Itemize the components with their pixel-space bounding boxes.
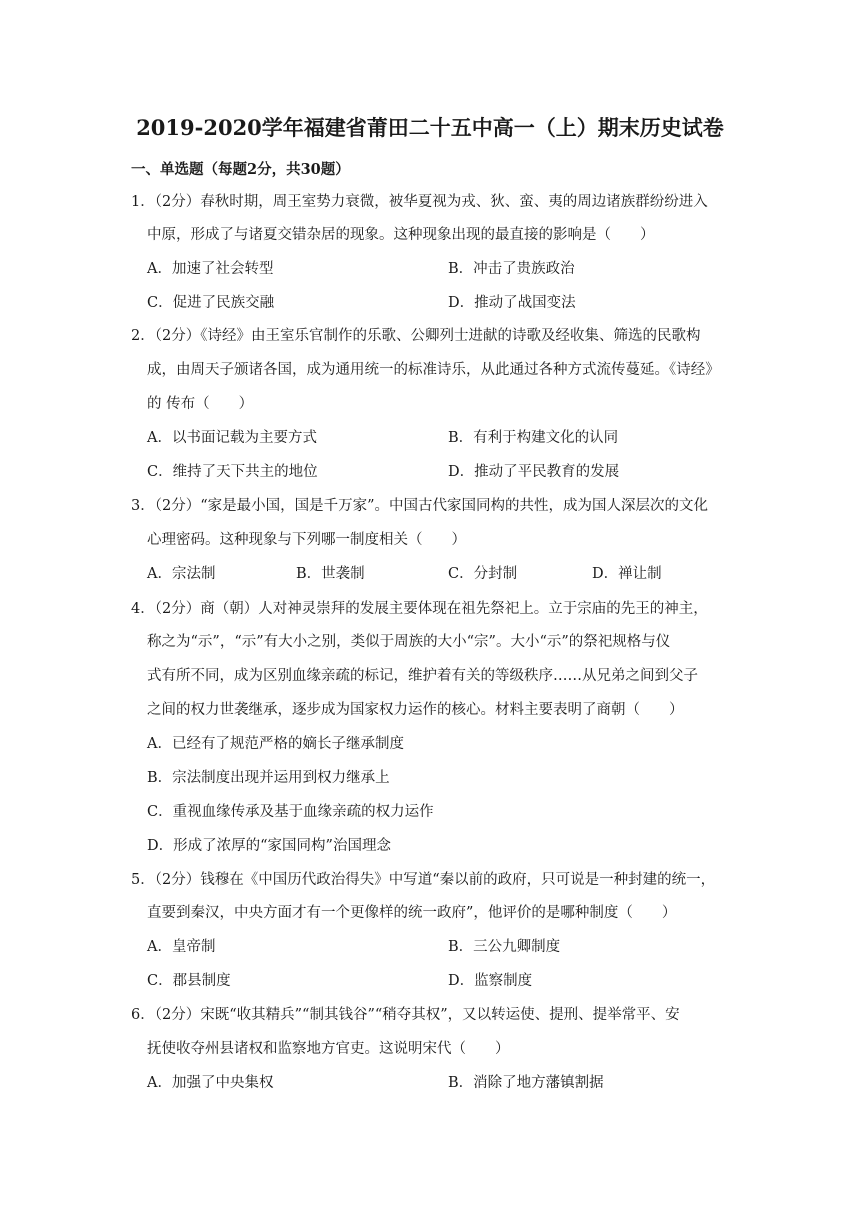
q4-option-c: C．重视血缘传承及基于血缘亲疏的权力运作 <box>147 804 434 820</box>
q4-line-1: 4．（2分）商（朝）人对神灵崇拜的发展主要体现在祖先祭祀上。立于宗庙的先王的神主， <box>131 601 708 617</box>
q1-option-d: D．推动了战国变法 <box>448 295 576 311</box>
q1-option-b: B．冲击了贵族政治 <box>448 261 575 277</box>
q4-option-d: D．形成了浓厚的“家国同构”治国理念 <box>147 838 391 854</box>
q4-line-3: 式有所不同，成为区别血缘亲疏的标记，维护着有关的等级秩序……从兄弟之间到父子 <box>147 668 698 684</box>
section-heading: 一、单选题（每题2分，共30题） <box>131 161 350 178</box>
q5-option-b: B．三公九卿制度 <box>448 939 561 955</box>
q4-line-4: 之间的权力世袭继承，逐步成为国家权力运作的核心。材料主要表明了商朝（ ） <box>147 702 684 718</box>
q6-line-1: 6．（2分）宋既“收其精兵”“制其钱谷”“稍夺其权”，又以转运使、提刑、提举常平、安 <box>131 1007 680 1023</box>
q5-option-c: C．郡县制度 <box>147 973 231 989</box>
q3-line-1: 3．（2分）“家是最小国，国是千万家”。中国古代家国同构的共性，成为国人深层次的文化 <box>131 498 709 514</box>
q5-option-a: A．皇帝制 <box>147 939 216 955</box>
q5-line-2: 直要到秦汉，中央方面才有一个更像样的统一政府”，他评价的是哪种制度（ ） <box>147 905 677 921</box>
q1-option-c: C．促进了民族交融 <box>147 295 275 311</box>
q2-option-a: A．以书面记载为主要方式 <box>147 430 317 446</box>
q3-option-a: A．宗法制 <box>147 566 216 582</box>
q2-line-1: 2．（2分）《诗经》由王室乐官制作的乐歌、公卿列士进献的诗歌及经收集、筛选的民歌构 <box>131 328 701 344</box>
q3-option-c: C．分封制 <box>448 566 518 582</box>
q6-option-a: A．加强了中央集权 <box>147 1075 274 1091</box>
q2-line-3: 的 传布（ ） <box>147 396 254 412</box>
q2-option-d: D．推动了平民教育的发展 <box>448 464 620 480</box>
q4-option-a: A．已经有了规范严格的嫡长子继承制度 <box>147 736 404 752</box>
q4-line-2: 称之为“示”，“示”有大小之别，类似于周族的大小“宗”。大小“示”的祭祀规格与仪 <box>147 634 671 650</box>
q1-option-a: A．加速了社会转型 <box>147 261 274 277</box>
q1-line-2: 中原，形成了与诸夏交错杂居的现象。这种现象出现的最直接的影响是（ ） <box>147 227 655 243</box>
q3-option-b: B．世袭制 <box>296 566 365 582</box>
q5-line-1: 5．（2分）钱穆在《中国历代政治得失》中写道“秦以前的政府，只可说是一种封建的统一， <box>131 872 716 888</box>
q2-option-b: B．有利于构建文化的认同 <box>448 430 619 446</box>
q4-option-b: B．宗法制度出现并运用到权力继承上 <box>147 770 390 786</box>
q3-option-d: D．禅让制 <box>592 566 662 582</box>
exam-title: 2019-2020学年福建省莆田二十五中高一（上）期末历史试卷 <box>136 115 724 140</box>
q2-line-2: 成，由周天子颁诸各国，成为通用统一的标准诗乐，从此通过各种方式流传蔓延。《诗经》 <box>147 362 720 378</box>
q3-line-2: 心理密码。这种现象与下列哪一制度相关（ ） <box>147 532 466 548</box>
q6-option-b: B．消除了地方藩镇割据 <box>448 1075 604 1091</box>
q5-option-d: D．监察制度 <box>448 973 533 989</box>
q1-line-1: 1．（2分）春秋时期，周王室势力衰微，被华夏视为戎、狄、蛮、夷的周边诸族群纷纷进入 <box>131 194 708 210</box>
q2-option-c: C．维持了天下共主的地位 <box>147 464 318 480</box>
q6-line-2: 抚使收夺州县诸权和监察地方官吏。这说明宋代（ ） <box>147 1041 510 1057</box>
